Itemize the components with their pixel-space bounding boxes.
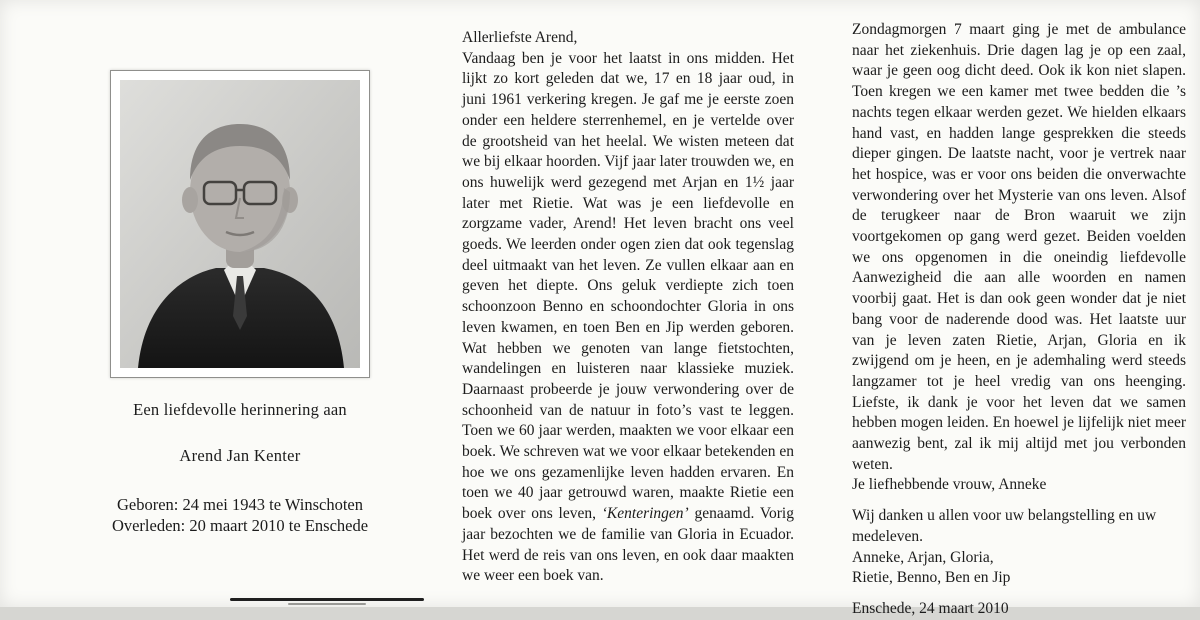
photo-caption: Een liefdevolle herinnering aan — [133, 400, 347, 419]
place-date-line: Enschede, 24 maart 2010 — [852, 599, 1009, 617]
deceased-name: Arend Jan Kenter — [179, 446, 301, 465]
left-column — [50, 0, 430, 536]
life-dates — [50, 494, 430, 536]
book-title-italic: ‘Kenteringen’ — [601, 505, 689, 523]
right-column — [852, 20, 1186, 620]
family-names-line-1: Anneke, Arjan, Gloria, — [852, 548, 994, 566]
portrait-photo-illustration — [120, 80, 360, 368]
family-names-line-2: Rietie, Benno, Ben en Jip — [852, 569, 1011, 587]
middle-column — [462, 28, 794, 587]
scan-artifact-line-faint — [288, 603, 366, 605]
scan-artifact-line — [230, 598, 424, 601]
portrait-photo — [110, 70, 370, 378]
eulogy-paragraph-2: Zondagmorgen 7 maart ging je met de ambulance naar het ziekenhuis. Drie dagen lag je op een zaal, waar je geen oog dicht deed. Ook ik kon niet slapen. Toen kregen we een kamer met twee bedden die ’s nachts tegen elkaar werden gezet. We hielden elkaars hand vast, en hadden lange gesprekken die steeds dieper gingen. De laatste nacht, voor je vertrek naar het hospice, was er voor ons beiden die onverwachte verwondering over het Mysterie van ons leven. Alsof de terugkeer naar de Bron waaruit we zijn voortgekomen op gang werd gezet. Beiden voelden we ons opgenomen in die oneindig liefdevolle Aanwezigheid die aan alle woorden en namen voorbij gaat. Het is dan ook geen wonder dat je niet bang voor de naderende dood was. Het laatste uur van je leven zaten Rietie, Arjan, Gloria en ik zwijgend om je heen, en je ademhaling werd steeds langzamer tot je heel vredig van ons heenging. Liefste, ik dank je voor het leven dat we samen hebben mogen leiden. En hoewel je lijfelijk niet meer aanwezig bent, zal ik mij altijd met jou verbonden weten. — [852, 21, 1186, 473]
eulogy-paragraph-1-end: genaamd. Vorig jaar bezochten we de familie van Gloria in Ecuador. Het werd de reis van ons leven, en ook daar maakten we weer een boek van. — [462, 505, 794, 585]
birth-line: Geboren: 24 mei 1943 te Winschoten — [116, 495, 364, 514]
eulogy-paragraph-1-text: Vandaag ben je voor het laatst in ons midden. Het lijkt zo kort geleden dat we, 17 en 18 jaar oud, in juni 1961 verkering kregen. Je gaf me je eerste zoen onder een heldere sterrenhemel, en je vertelde over de grootsheid van het heelal. We wisten meteen dat we bij elkaar hoorden. Vijf jaar later trouwden we, en ons huwelijk werd gezegend met Arjan en 1½ jaar later met Rietie. Wat was je een liefdevolle en zorgzame vader, Arend! Het leven bracht ons veel goeds. We leerden onder ogen zien dat ook tegenslag deel uitmaakt van het leven. Ze vullen elkaar aan en geven het diepte. Ons geluk verdiepte zich toen schoonzoon Benno en schoondochter Gloria in ons leven kwamen, en toen Ben en Jip werden geboren. Wat hebben we genoten van lange fietstochten, wandelingen en luisteren naar klassieke muziek. Daarnaast probeerde je jouw verwondering over de schoonheid van de natuur in foto’s vast te leggen. Toen we 60 jaar werden, maakten we voor elkaar een boek. We schreven wat we voor elkaar betekenden en hoe we ons gezamenlijke leven hadden ervaren. En toen we 40 jaar getrouwd waren, maakte Rietie een boek over ons leven, — [462, 49, 795, 523]
signature-line: Je liefhebbende vrouw, Anneke — [852, 476, 1047, 494]
salutation: Allerliefste Arend, — [462, 29, 578, 46]
eulogy-paragraph-1 — [462, 49, 794, 587]
death-line: Overleden: 20 maart 2010 te Enschede — [111, 516, 369, 535]
thanks-note: Wij danken u allen voor uw belangstelling en uw medeleven. — [852, 507, 1157, 545]
